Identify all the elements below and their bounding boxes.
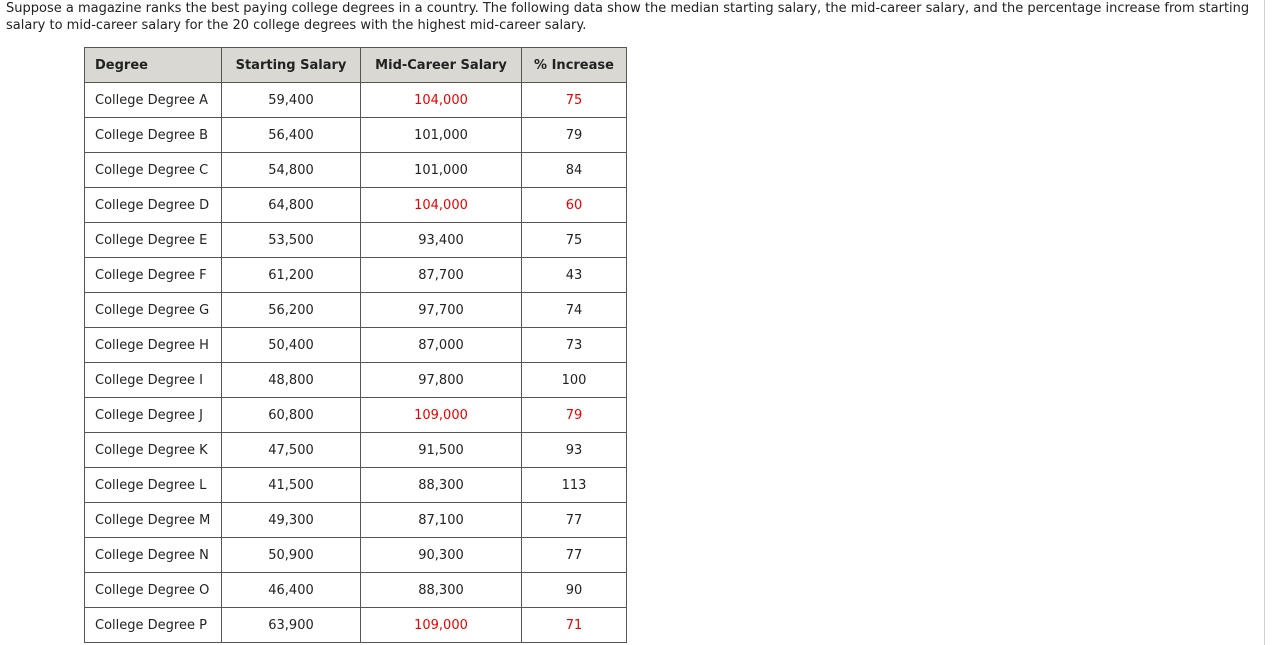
cell-degree: College Degree J: [85, 398, 222, 433]
cell-mid-career-salary: 87,100: [361, 503, 522, 538]
cell-starting-salary: 50,400: [222, 328, 361, 363]
table-row: [85, 468, 627, 503]
cell-mid-career-salary: 87,700: [361, 258, 522, 293]
table-body: [85, 83, 627, 643]
cell-degree: College Degree L: [85, 468, 222, 503]
cell-mid-career-salary: 88,300: [361, 573, 522, 608]
cell-degree: College Degree O: [85, 573, 222, 608]
cell-degree: College Degree F: [85, 258, 222, 293]
table-row: [85, 363, 627, 398]
cell-degree: College Degree B: [85, 118, 222, 153]
header-degree: Degree: [85, 48, 222, 83]
header-percent-increase: % Increase: [522, 48, 627, 83]
cell-degree: College Degree H: [85, 328, 222, 363]
table-row: [85, 398, 627, 433]
salary-table: [84, 47, 627, 643]
cell-percent-increase: 93: [522, 433, 627, 468]
cell-mid-career-salary: 104,000: [361, 188, 522, 223]
cell-percent-increase: 77: [522, 538, 627, 573]
cell-percent-increase: 79: [522, 118, 627, 153]
cell-percent-increase: 71: [522, 608, 627, 643]
cell-degree: College Degree K: [85, 433, 222, 468]
cell-degree: College Degree M: [85, 503, 222, 538]
cell-starting-salary: 48,800: [222, 363, 361, 398]
cell-starting-salary: 56,400: [222, 118, 361, 153]
cell-degree: College Degree G: [85, 293, 222, 328]
cell-starting-salary: 50,900: [222, 538, 361, 573]
cell-percent-increase: 100: [522, 363, 627, 398]
cell-mid-career-salary: 97,800: [361, 363, 522, 398]
cell-percent-increase: 77: [522, 503, 627, 538]
table-row: [85, 188, 627, 223]
cell-mid-career-salary: 109,000: [361, 398, 522, 433]
cell-percent-increase: 79: [522, 398, 627, 433]
header-starting-salary: Starting Salary: [222, 48, 361, 83]
cell-percent-increase: 75: [522, 83, 627, 118]
cell-starting-salary: 59,400: [222, 83, 361, 118]
table-row: [85, 503, 627, 538]
table-row: [85, 223, 627, 258]
cell-starting-salary: 60,800: [222, 398, 361, 433]
cell-starting-salary: 54,800: [222, 153, 361, 188]
cell-mid-career-salary: 90,300: [361, 538, 522, 573]
table-row: [85, 328, 627, 363]
cell-mid-career-salary: 93,400: [361, 223, 522, 258]
cell-starting-salary: 63,900: [222, 608, 361, 643]
question-intro-text: Suppose a magazine ranks the best paying college degrees in a country. The following data show the median starting salary, the mid-career salary, and the percentage increase from starting salary to mid-career salary for the 20 college degrees with the highest mid-career salary.: [6, 1, 1250, 33]
cell-starting-salary: 49,300: [222, 503, 361, 538]
cell-starting-salary: 47,500: [222, 433, 361, 468]
cell-percent-increase: 75: [522, 223, 627, 258]
table-header-row: [85, 48, 627, 83]
cell-percent-increase: 73: [522, 328, 627, 363]
cell-mid-career-salary: 104,000: [361, 83, 522, 118]
cell-mid-career-salary: 101,000: [361, 153, 522, 188]
cell-degree: College Degree P: [85, 608, 222, 643]
cell-mid-career-salary: 97,700: [361, 293, 522, 328]
cell-degree: College Degree A: [85, 83, 222, 118]
cell-starting-salary: 61,200: [222, 258, 361, 293]
cell-degree: College Degree N: [85, 538, 222, 573]
cell-degree: College Degree D: [85, 188, 222, 223]
cell-percent-increase: 60: [522, 188, 627, 223]
cell-percent-increase: 113: [522, 468, 627, 503]
cell-mid-career-salary: 91,500: [361, 433, 522, 468]
cell-starting-salary: 56,200: [222, 293, 361, 328]
cell-percent-increase: 74: [522, 293, 627, 328]
cell-percent-increase: 84: [522, 153, 627, 188]
cell-starting-salary: 41,500: [222, 468, 361, 503]
cell-starting-salary: 46,400: [222, 573, 361, 608]
cell-starting-salary: 64,800: [222, 188, 361, 223]
table-row: [85, 118, 627, 153]
table-row: [85, 153, 627, 188]
cell-mid-career-salary: 88,300: [361, 468, 522, 503]
cell-degree: College Degree I: [85, 363, 222, 398]
table-row: [85, 608, 627, 643]
cell-mid-career-salary: 101,000: [361, 118, 522, 153]
cell-degree: College Degree C: [85, 153, 222, 188]
header-mid-career-salary: Mid-Career Salary: [361, 48, 522, 83]
cell-mid-career-salary: 109,000: [361, 608, 522, 643]
table-row: [85, 258, 627, 293]
table-row: [85, 433, 627, 468]
table-row: [85, 83, 627, 118]
cell-percent-increase: 90: [522, 573, 627, 608]
cell-degree: College Degree E: [85, 223, 222, 258]
table-row: [85, 573, 627, 608]
cell-percent-increase: 43: [522, 258, 627, 293]
cell-starting-salary: 53,500: [222, 223, 361, 258]
table-row: [85, 538, 627, 573]
page-edge-divider: [1264, 0, 1265, 645]
cell-mid-career-salary: 87,000: [361, 328, 522, 363]
table-row: [85, 293, 627, 328]
